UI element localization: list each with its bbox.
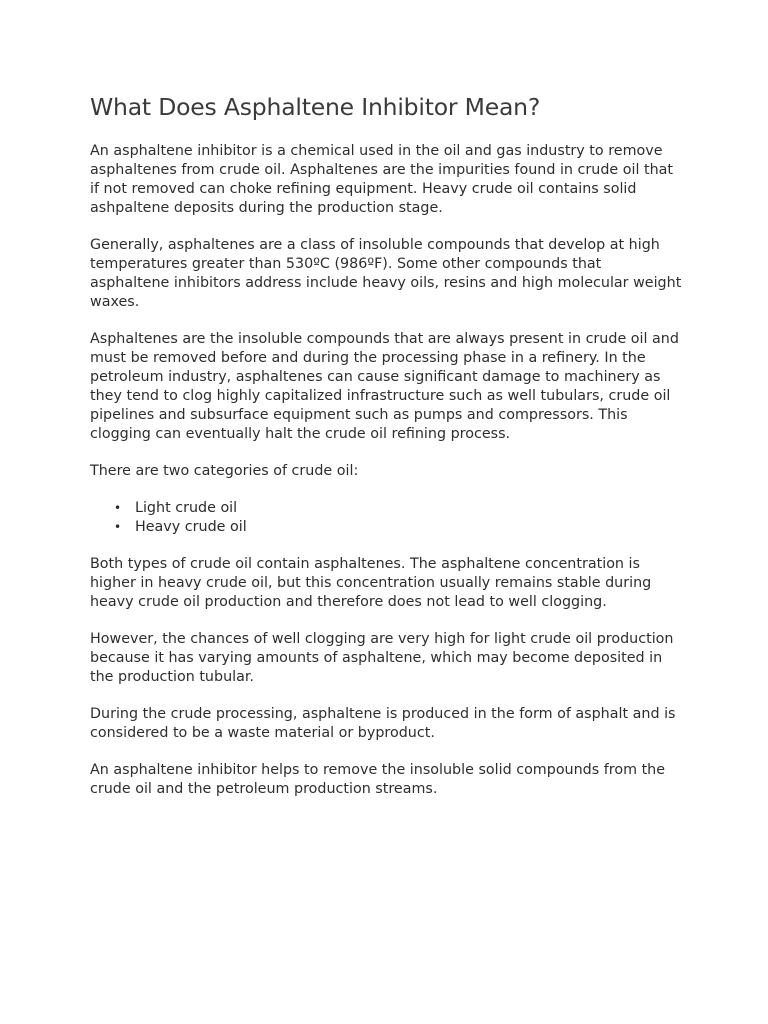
document-page — [90, 92, 682, 817]
list-item — [90, 518, 682, 537]
bullet-icon: • — [114, 501, 122, 515]
paragraph-both-types: Both types of crude oil contain asphaltenes. The asphaltene concentration is higher in heavy crude oil, but this concentration usually remains stable during heavy crude oil production and therefore does not lead to well clogging. — [90, 556, 652, 610]
paragraph-light-crude: However, the chances of well clogging are very high for light crude oil production because it has varying amounts of asphaltene, which may become deposited in the production tubular. — [90, 631, 674, 685]
page-title: What Does Asphaltene Inhibitor Mean? — [90, 93, 541, 121]
crude-oil-list — [90, 499, 682, 537]
paragraph-general: Generally, asphaltenes are a class of insoluble compounds that develop at high temperatures greater than 530ºC (986ºF). Some other compounds that asphaltene inhibitors address include heavy oils, resins and high molecular weight waxes. — [90, 237, 682, 310]
paragraph-categories: There are two categories of crude oil: — [90, 463, 359, 479]
list-item-label: Light crude oil — [135, 500, 238, 516]
paragraph-conclusion: An asphaltene inhibitor helps to remove the insoluble solid compounds from the crude oil and the petroleum production streams. — [90, 762, 666, 797]
paragraph-intro: An asphaltene inhibitor is a chemical used in the oil and gas industry to remove asphaltenes from crude oil. Asphaltenes are the impurities found in crude oil that if not removed can choke refining equipment. Heavy crude oil contains solid ashpaltene deposits during the production stage. — [90, 143, 674, 216]
paragraph-insoluble: Asphaltenes are the insoluble compounds that are always present in crude oil and must be removed before and during the processing phase in a refinery. In the petroleum industry, asphaltenes can cause significant damage to machinery as they tend to clog highly capitalized infrastructure such as well tubulars, crude oil pipelines and subsurface equipment such as pumps and compressors. This clogging can eventually halt the crude oil refining process. — [90, 331, 679, 442]
bullet-icon: • — [114, 520, 122, 534]
list-item-label: Heavy crude oil — [135, 519, 247, 535]
paragraph-processing: During the crude processing, asphaltene is produced in the form of asphalt and is considered to be a waste material or byproduct. — [90, 706, 676, 741]
list-item — [90, 499, 682, 518]
